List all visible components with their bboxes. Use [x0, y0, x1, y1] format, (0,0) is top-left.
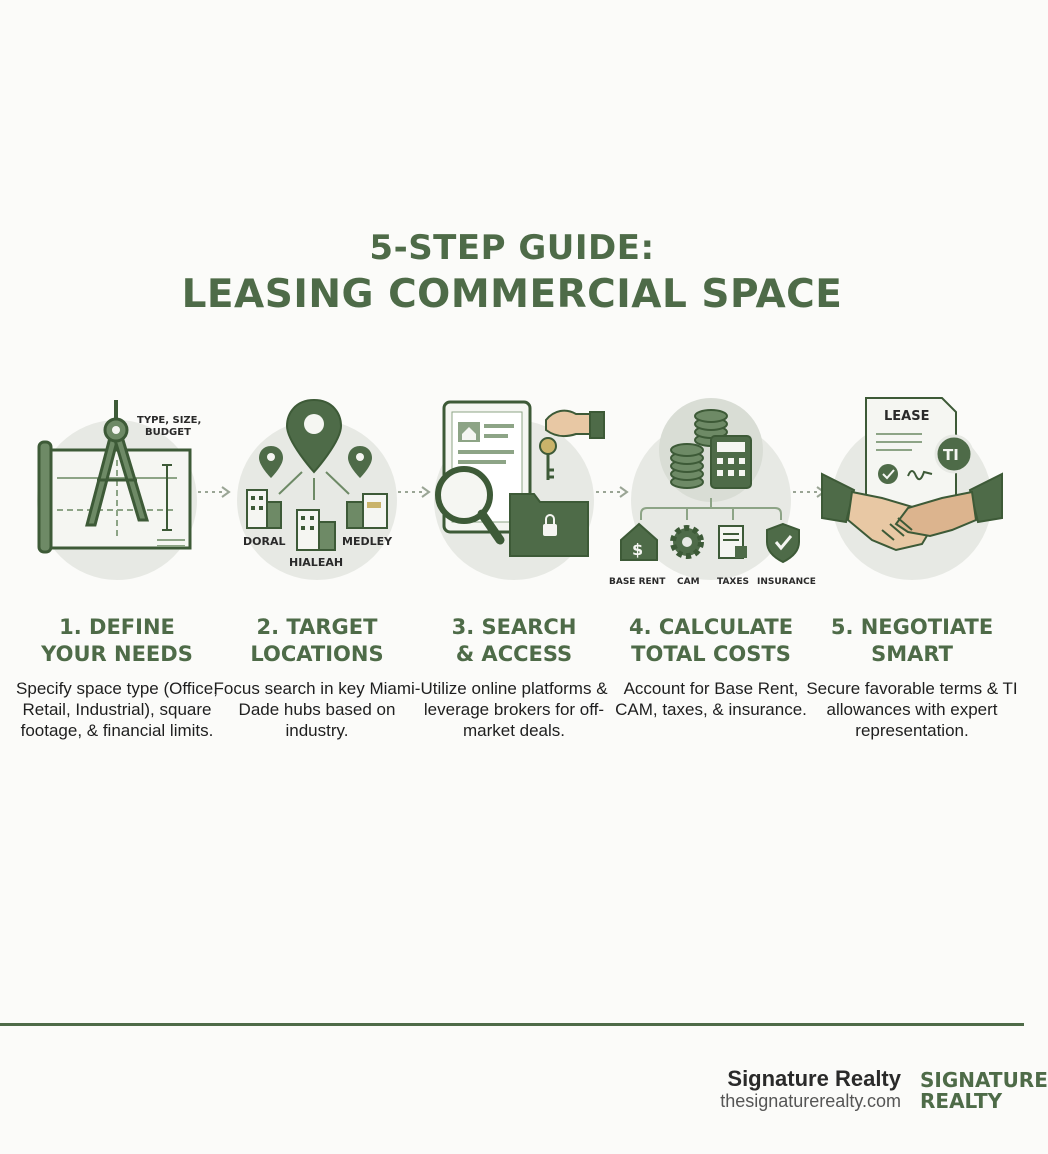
icon-label-base-rent: BASE RENT	[609, 577, 666, 587]
title-line-2: LEASING COMMERCIAL SPACE	[181, 272, 843, 317]
icon-label-budget: BUDGET	[145, 427, 191, 438]
step-1-title-line2: YOUR NEEDS	[41, 642, 193, 666]
title-line-1: 5-STEP GUIDE:	[369, 228, 655, 268]
step-1-description: Specify space type (Office, Retail, Industrial), square footage, & financial limits.	[16, 679, 218, 740]
step-5-title-line2: SMART	[871, 642, 953, 666]
logo-line-2: REALTY	[920, 1089, 1003, 1113]
icon-label-medley: MEDLEY	[342, 535, 393, 548]
icon-label-cam: CAM	[677, 577, 700, 587]
icon-label-doral: DORAL	[243, 535, 286, 548]
step-1	[17, 390, 217, 810]
step-2-title	[217, 614, 417, 668]
step-3	[414, 390, 614, 810]
icon-label-hialeah: HIALEAH	[289, 556, 344, 569]
handshake-lease-icon	[812, 390, 1012, 600]
step-3-title	[414, 614, 614, 668]
step-2-title-line2: LOCATIONS	[250, 642, 384, 666]
tablet-search-key-icon	[414, 390, 614, 600]
step-3-title-line1: 3. SEARCH	[451, 615, 577, 639]
icon-label-insurance: INSURANCE	[757, 577, 816, 587]
step-4-title	[611, 614, 811, 668]
step-5-title-line1: 5. NEGOTIATE	[830, 615, 994, 639]
brand-name: Signature Realty	[727, 1066, 901, 1091]
brand-logo	[920, 1068, 1048, 1114]
step-1-title	[17, 614, 217, 668]
step-4-title-line2: TOTAL COSTS	[631, 642, 791, 666]
step-2	[213, 390, 421, 810]
icon-label-type-size: TYPE, SIZE,	[137, 415, 202, 426]
step-3-description: Utilize online platforms & leverage brokers for off-market deals.	[420, 679, 608, 740]
step-4-description: Account for Base Rent, CAM, taxes, & insurance.	[615, 679, 807, 719]
icon-label-ti: TI	[943, 446, 959, 464]
logo-line-1: SIGNATURE	[920, 1068, 1048, 1092]
step-4-title-line1: 4. CALCULATE	[628, 615, 794, 639]
brand-url[interactable]: thesignaturerealty.com	[720, 1091, 901, 1111]
step-4	[609, 390, 816, 810]
step-5-description: Secure favorable terms & TI allowances with expert representation.	[806, 679, 1018, 740]
step-2-title-line1: 2. TARGET	[256, 615, 378, 639]
step-1-title-line1: 1. DEFINE	[59, 615, 175, 639]
coins-calculator-icon	[609, 390, 816, 600]
step-5	[806, 390, 1018, 810]
icon-label-taxes: TAXES	[717, 577, 749, 587]
blueprint-compass-icon	[17, 390, 217, 600]
step-5-title	[812, 614, 1012, 668]
icon-label-lease: LEASE	[884, 409, 930, 424]
footer-divider	[0, 1023, 1024, 1026]
location-pins-icon	[217, 390, 417, 600]
step-3-title-line2: & ACCESS	[455, 642, 573, 666]
svg-text:$: $	[632, 540, 644, 559]
step-2-description: Focus search in key Miami-Dade hubs based on industry.	[213, 679, 421, 740]
